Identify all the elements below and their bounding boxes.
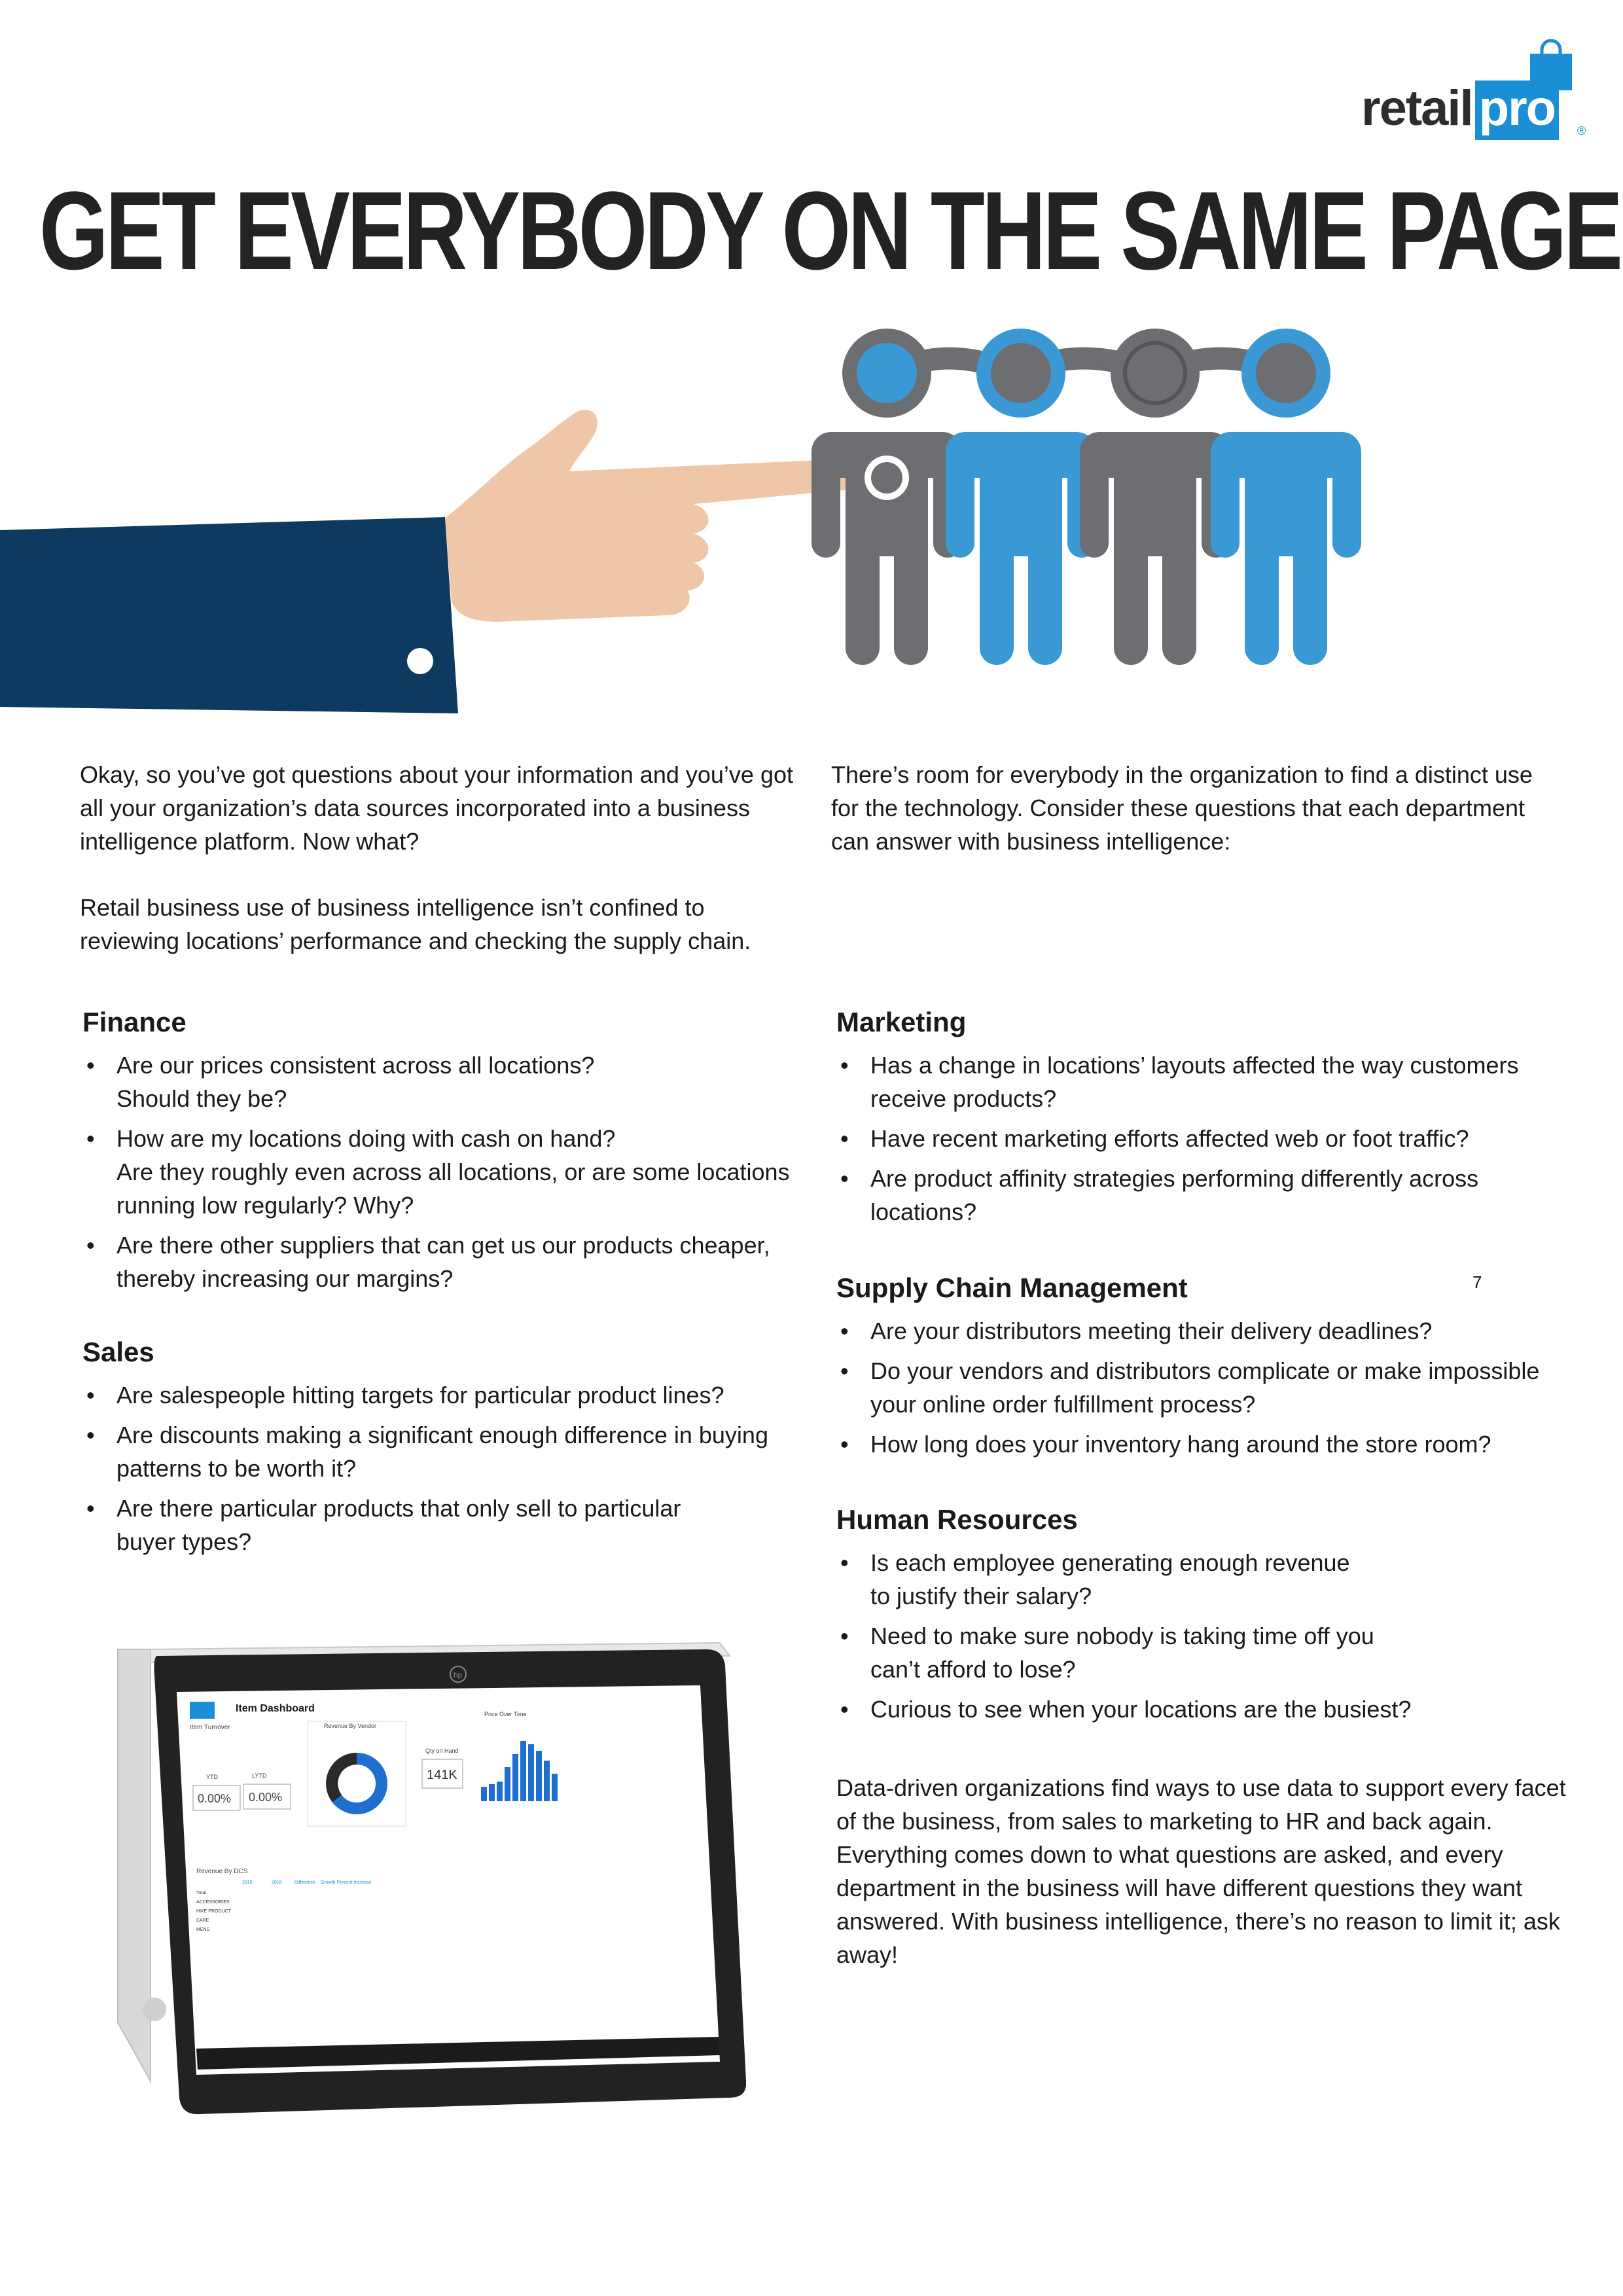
svg-text:Revenue By Vendor: Revenue By Vendor [324, 1723, 377, 1729]
intro-right [831, 758, 1558, 858]
list-item: • Curious to see when your locations are the busiest? [840, 1696, 1412, 1723]
list-item: • How long does your inventory hang around the store room? [840, 1431, 1491, 1458]
list-item: • Are there other suppliers that can get us our products cheaper, thereby increasing our margins? [86, 1232, 770, 1292]
logo-pro-text: pro [1475, 81, 1559, 140]
svg-text:ACCESSORIES: ACCESSORIES [196, 1900, 230, 1905]
section-title: Supply Chain Management [836, 1272, 1188, 1303]
intro-paragraph-2: Retail business use of business intelligence isn’t confined to reviewing locations’ performance and checking the supply chain. [80, 894, 751, 954]
section-title: Human Resources [836, 1504, 1078, 1535]
person-figure-blue-4 [1211, 329, 1361, 665]
laptop-brand: hp [454, 1670, 463, 1679]
ytd-value: 0.00% [198, 1792, 232, 1805]
section-supply-chain [836, 1271, 1569, 1467]
svg-text:YTD: YTD [206, 1774, 218, 1780]
person-figure-gray-1 [812, 329, 962, 665]
cufflink-dot [407, 648, 433, 674]
page-headline: GET EVERYBODY ON THE SAME PAGE [39, 169, 1620, 293]
hero-illustration [0, 308, 1623, 726]
svg-text:Total: Total [196, 1891, 206, 1895]
laptop-screen [177, 1685, 720, 2075]
section-human-resources [836, 1503, 1569, 1732]
laptop-dashboard-image [92, 1630, 746, 2127]
svg-text:Revenue By DCS: Revenue By DCS [196, 1868, 248, 1875]
list-item: • Are product affinity strategies performing differently across locations? [840, 1165, 1479, 1225]
closing-paragraph: Data-driven organizations find ways to use data to support every facet of the business, from sales to marketing to HR and back again. Everything comes down to what questions are asked, and every department in the business will have different questions they want answered. With business intelligence, there’s no reason to limit it; ask away! [836, 1774, 1566, 1968]
section-title: Sales [82, 1336, 154, 1367]
registered-mark: ® [1577, 124, 1586, 137]
list-item: • Are salespeople hitting targets for particular product lines? [86, 1382, 724, 1408]
section-sales [82, 1335, 815, 1565]
svg-text:Difference: Difference [294, 1880, 315, 1885]
page-number: 7 [1472, 1272, 1482, 1292]
list-item: • Is each employee generating enough revenue to justify their salary? [840, 1549, 1350, 1609]
list-item: • Do your vendors and distributors complicate or make impossible your online order fulfillment process? [840, 1357, 1540, 1418]
person-figure-blue-2 [946, 329, 1096, 665]
list-item: • Need to make sure nobody is taking time off you can’t afford to lose? [840, 1623, 1374, 1683]
intro-left [80, 758, 800, 990]
section-title: Marketing [836, 1007, 967, 1037]
svg-text:2015: 2015 [242, 1880, 253, 1885]
logo-retail-text: retail [1361, 81, 1472, 136]
svg-text:MENS: MENS [196, 1928, 210, 1932]
list-item: • Are discounts making a significant enough difference in buying patterns to be worth it? [86, 1422, 768, 1482]
lytd-value: 0.00% [249, 1791, 283, 1804]
section-finance [82, 1005, 815, 1302]
intro-paragraph-3: There’s room for everybody in the organization to find a distinct use for the technology. Consider these questions that each department can answer with business intelligence: [831, 761, 1533, 855]
svg-text:Qty on Hand: Qty on Hand [425, 1748, 459, 1754]
svg-text:LYTD: LYTD [252, 1772, 267, 1779]
section-marketing [836, 1005, 1569, 1235]
list-item: • How are my locations doing with cash on hand? Are they roughly even across all locations, or are some locations running low regularly? Why? [86, 1125, 790, 1219]
item-turnover-label: Item Turnover [190, 1724, 230, 1731]
svg-text:Price Over Time: Price Over Time [484, 1711, 527, 1717]
retailpro-logo [1361, 39, 1584, 144]
list-item: • Are there particular products that only sell to particular buyer types? [86, 1495, 681, 1555]
svg-text:Growth Percent Increase: Growth Percent Increase [321, 1880, 372, 1885]
list-item: • Are our prices consistent across all locations? Should they be? [86, 1052, 595, 1112]
sleeve-shape [0, 517, 458, 713]
list-item: • Has a change in locations’ layouts affected the way customers receive products? [840, 1052, 1519, 1112]
people-network [887, 359, 1283, 374]
person-figure-gray-3 [1080, 329, 1230, 665]
svg-text:2016: 2016 [272, 1880, 282, 1885]
intro-paragraph-1: Okay, so you’ve got questions about your information and you’ve got all your organization’s data sources incorporated into a business intelligence platform. Now what? [80, 761, 793, 855]
svg-text:CARE: CARE [196, 1918, 209, 1923]
dashboard-title: Item Dashboard [236, 1703, 315, 1714]
section-title: Finance [82, 1007, 187, 1037]
qty-on-hand-value: 141K [427, 1768, 457, 1782]
list-item: • Are your distributors meeting their delivery deadlines? [840, 1318, 1433, 1344]
svg-text:HIKE PRODUCT: HIKE PRODUCT [196, 1909, 231, 1914]
list-item: • Have recent marketing efforts affected web or foot traffic? [840, 1125, 1469, 1152]
